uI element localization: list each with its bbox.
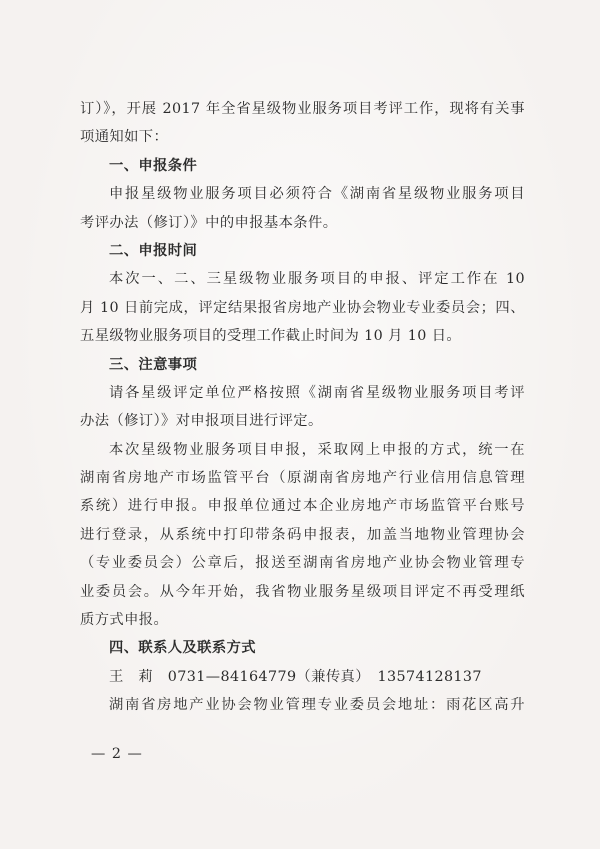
section2-line-2: 月 10 日前完成，评定结果报省房地产业协会物业专业委员会；四、 xyxy=(80,299,525,316)
section1-line-2: 考评办法（修订）》中的申报基本条件。 xyxy=(80,214,338,231)
section2-line-1: 本次一、二、三星级物业服务项目的申报、评定工作在 10 xyxy=(109,271,525,288)
section2-line-3: 五星级物业服务项目的受理工作截止时间为 10 月 10 日。 xyxy=(80,328,462,345)
section3-p2-line-1: 本次星级物业服务项目申报，采取网上申报的方式，统一在 xyxy=(109,441,525,458)
section3-p2-line-5: （专业委员会）公章后，报送至湖南省房地产业协会物业管理专 xyxy=(80,555,525,572)
section3-p2-line-7: 质方式申报。 xyxy=(80,612,169,629)
section-heading-notes: 三、注意事项 xyxy=(109,356,198,373)
section-heading-contact: 四、联系人及联系方式 xyxy=(109,640,256,657)
section3-p2-line-6: 业委员会。从今年开始，我省物业服务星级项目评定不再受理纸 xyxy=(80,583,525,600)
page-number: — 2 — xyxy=(91,746,143,762)
section3-p2-line-4: 进行登录，从系统中打印带条码申报表，加盖当地物业管理协会 xyxy=(80,526,525,543)
section3-p2-line-2: 湖南省房地产市场监管平台（原湖南省房地产行业信用信息管理 xyxy=(80,470,525,487)
section3-p2-line-3: 系统）进行申报。申报单位通过本企业房地产市场监管平台账号 xyxy=(80,498,525,515)
section-heading-time: 二、申报时间 xyxy=(109,242,198,259)
section3-p1-line-2: 办法（修订）》对申报项目进行评定。 xyxy=(80,413,323,430)
section3-p1-line-1: 请各星级评定单位严格按照《湖南省星级物业服务项目考评 xyxy=(109,384,525,401)
section1-line-1: 申报星级物业服务项目必须符合《湖南省星级物业服务项目 xyxy=(109,186,525,203)
document-body xyxy=(80,95,525,720)
intro-line-2: 项通知如下： xyxy=(80,129,169,146)
section-heading-requirements: 一、申报条件 xyxy=(109,157,198,174)
contact-line: 王 莉 0731—84164779（兼传真） 13574128137 xyxy=(109,668,482,685)
address-line: 湖南省房地产业协会物业管理专业委员会地址：雨花区高升 xyxy=(109,697,525,714)
intro-line-1: 订）》，开展 2017 年全省星级物业服务项目考评工作，现将有关事 xyxy=(80,101,525,117)
